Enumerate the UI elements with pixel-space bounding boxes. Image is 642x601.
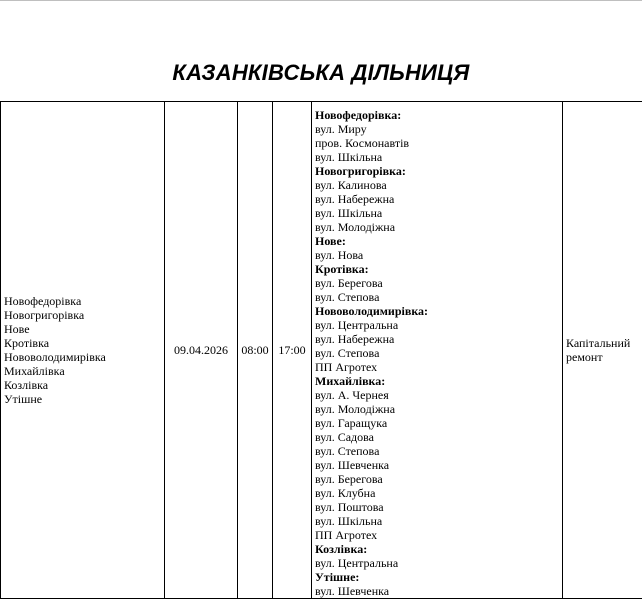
page-title: КАЗАНКІВСЬКА ДІЛЬНИЦЯ [172,60,470,85]
outage-date: 09.04.2026 [174,342,228,357]
settlement-heading: Новофедорівка: [315,108,402,122]
settlement-heading: Козлівка: [315,542,368,556]
street-item: вул. Берегова [315,472,383,486]
street-item: вул. Шевченка [315,584,390,598]
street-item: вул. Шкільна [315,514,383,528]
street-item: вул. Калинова [315,178,387,192]
street-item: вул. Миру [315,122,367,136]
settlement-heading: Нововолодимирівка: [315,304,429,318]
village-item: Кротівка [4,336,50,350]
street-item: вул. Клубна [315,486,376,500]
streets-cell [312,102,563,599]
street-item: пров. Космонавтів [315,136,410,150]
date-cell [165,102,238,599]
village-item: Новофедорівка [4,294,82,308]
street-item: вул. Степова [315,346,380,360]
village-item: Козлівка [4,378,49,392]
settlement-heading: Утішне: [315,570,360,584]
settlement-heading: Нове: [315,234,346,248]
street-item: вул. Набережна [315,332,395,346]
village-item: Михайлівка [4,364,65,378]
street-item: вул. Степова [315,290,380,304]
street-item: вул. Садова [315,430,374,444]
street-item: вул. Набережна [315,192,395,206]
street-item: ПП Агротех [315,360,378,374]
village-item: Нове [4,322,30,336]
street-item: вул. Поштова [315,500,384,514]
street-item: вул. Шкільна [315,150,383,164]
village-item: Нововолодимирівка [4,350,106,364]
street-item: вул. Нова [315,248,364,262]
start-time: 08:00 [241,342,269,357]
street-item: вул. А. Чернея [315,388,389,402]
start-time-cell [238,102,273,599]
table-row [1,102,642,599]
end-time-cell [273,102,312,599]
settlement-heading: Новогригорівка: [315,164,406,178]
street-item: вул. Шкільна [315,206,383,220]
streets-list [315,108,559,598]
settlement-heading: Михайлівка: [315,374,386,388]
street-item: ПП Агротех [315,528,378,542]
top-border-line [0,0,642,1]
outage-schedule-table [0,101,642,599]
street-item: вул. Берегова [315,276,383,290]
street-item: вул. Степова [315,444,380,458]
street-item: вул. Центральна [315,318,399,332]
street-item: вул. Шевченка [315,458,390,472]
street-item: вул. Молодіжна [315,220,396,234]
villages-cell [1,102,165,599]
end-time: 17:00 [278,342,306,357]
reason-cell [563,102,642,599]
street-item: вул. Молодіжна [315,402,396,416]
outage-reason: Капітальний ремонт [566,336,631,364]
villages-list [4,294,161,406]
street-item: вул. Центральна [315,556,399,570]
street-item: вул. Гаращука [315,416,388,430]
settlement-heading: Кротівка: [315,262,369,276]
village-item: Новогригорівка [4,308,85,322]
village-item: Утішне [4,392,43,406]
